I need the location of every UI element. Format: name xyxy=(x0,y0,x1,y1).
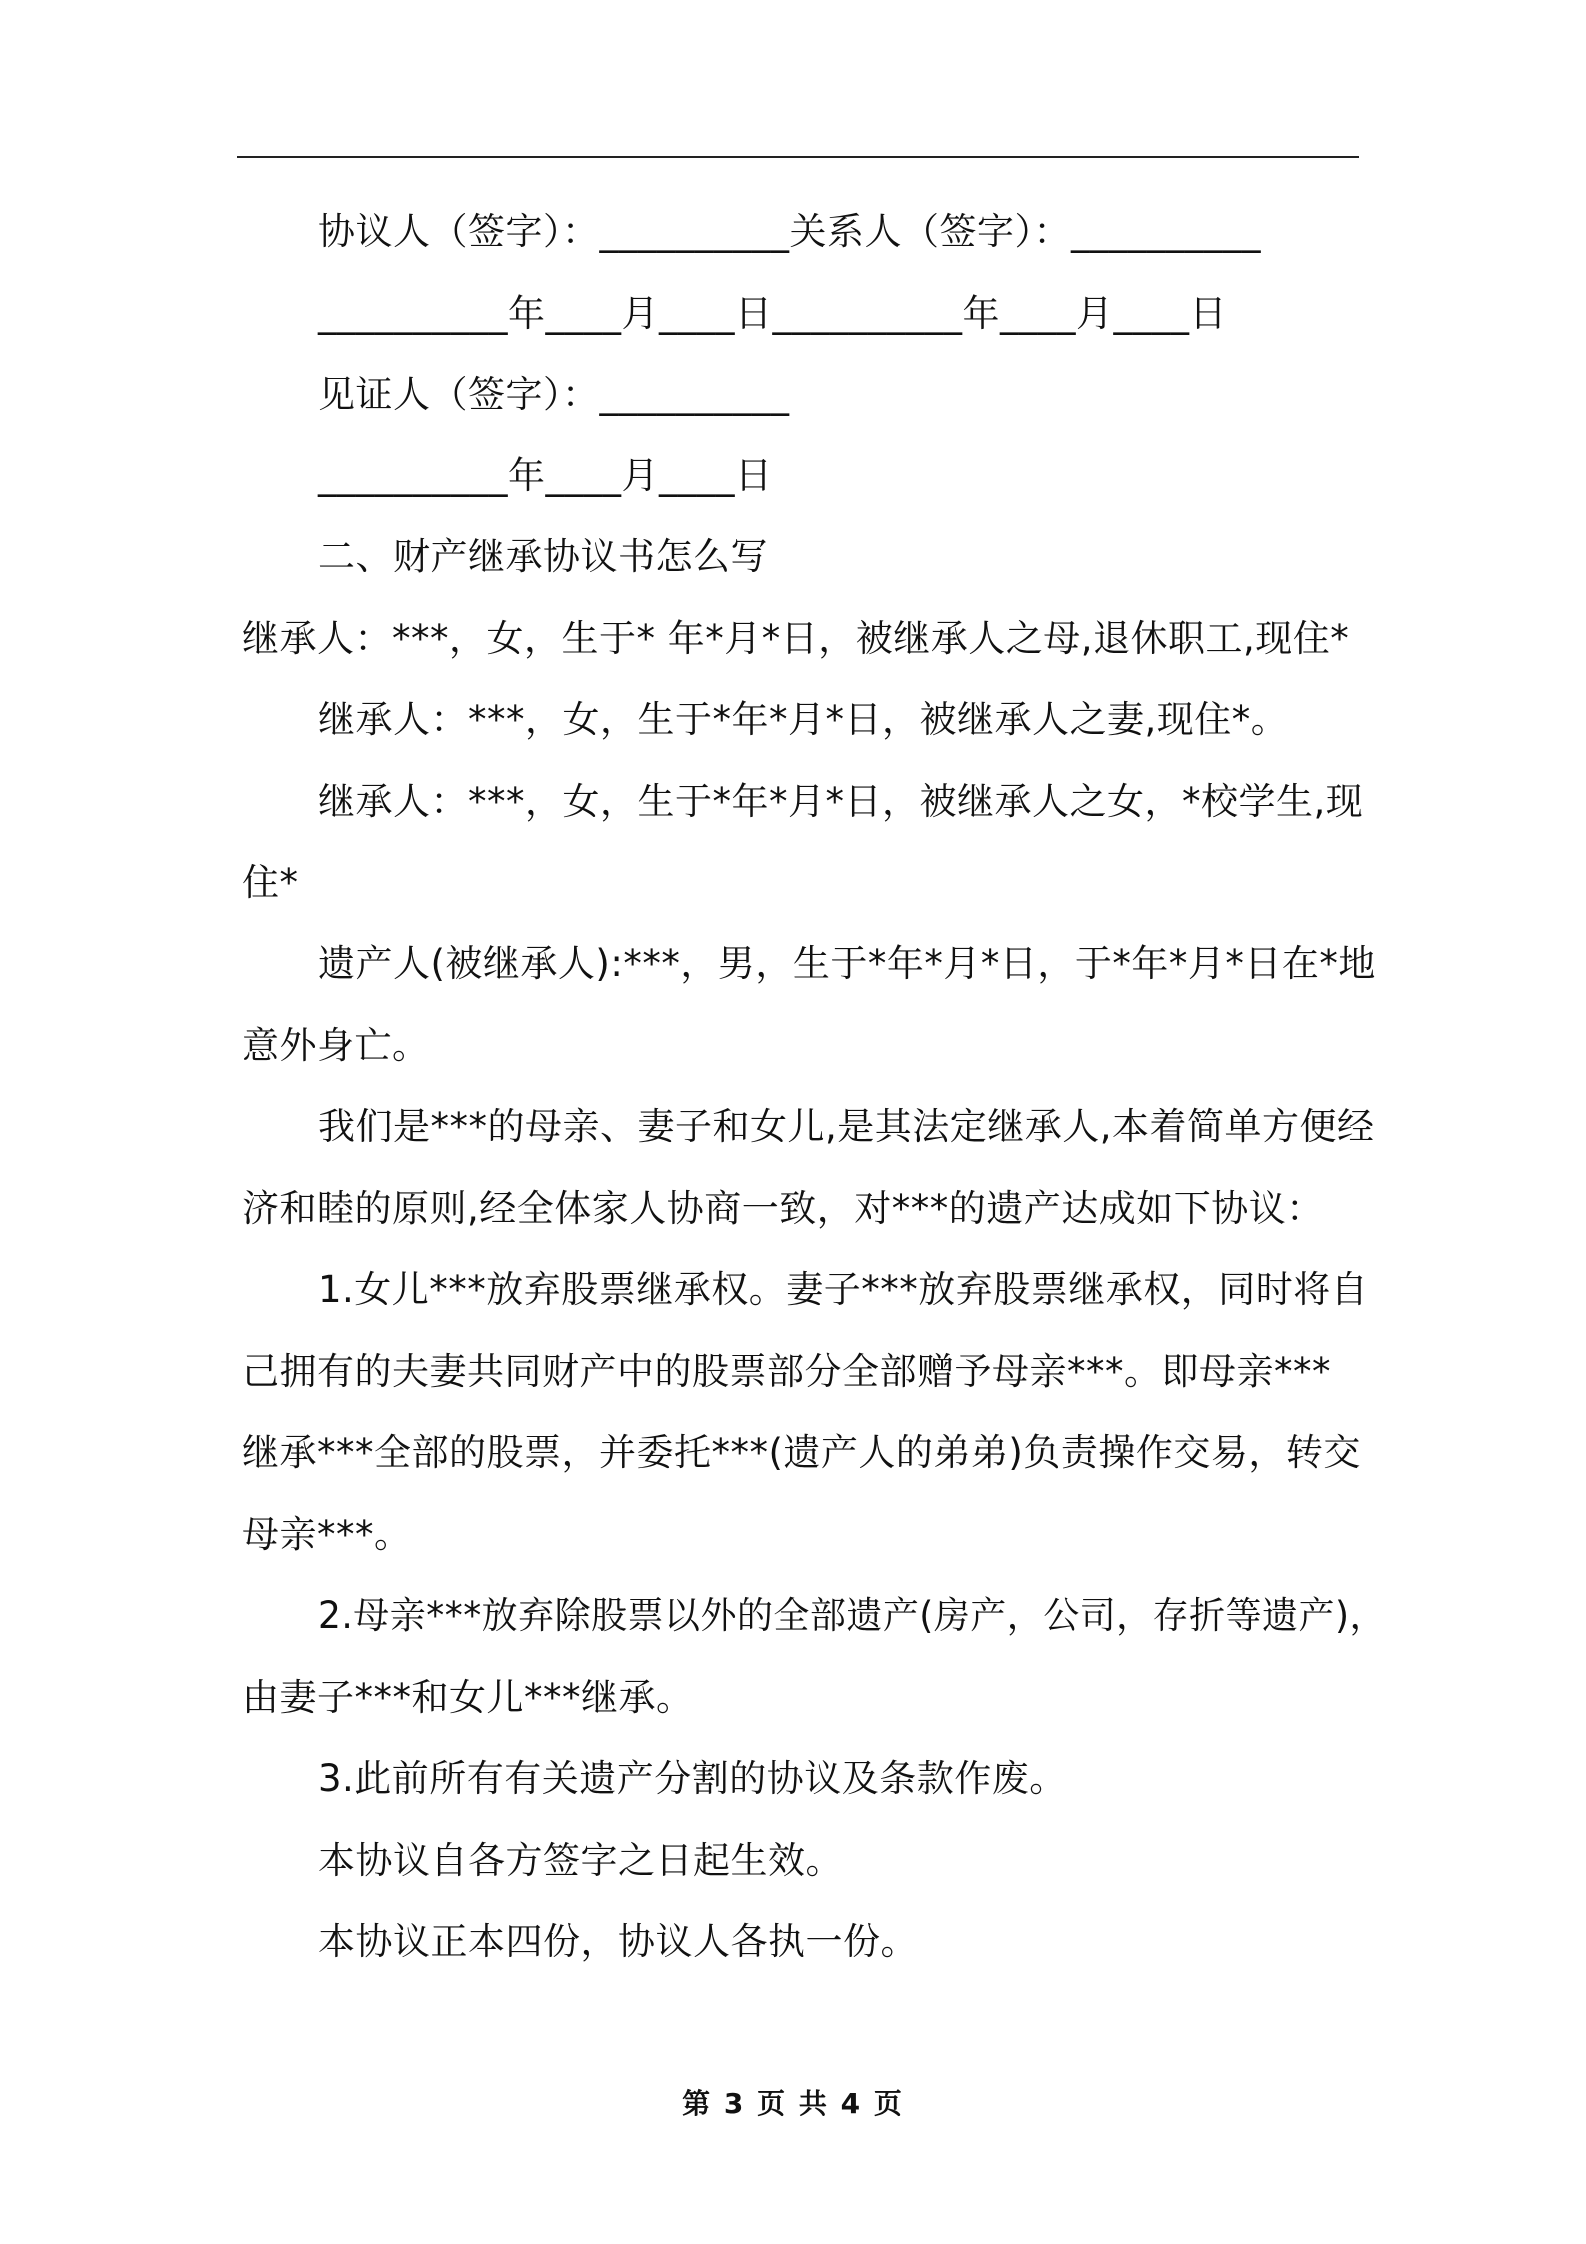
heir-daughter-line: 继承人：***，女，生于*年*月*日，被继承人之女，*校学生,现 xyxy=(318,780,1364,823)
clause-2-line: 2.母亲***放弃除股票以外的全部遗产(房产，公司，存折等遗产)， xyxy=(318,1594,1386,1637)
clause-2-line-2: 由妻子***和女儿***继承。 xyxy=(242,1676,694,1719)
copies-clause-line: 本协议正本四份，协议人各执一份。 xyxy=(318,1920,918,1963)
deceased-line: 遗产人(被继承人):***，男，生于*年*月*日，于*年*月*日在*地 xyxy=(318,942,1376,985)
clause-1-line-2: 己拥有的夫妻共同财产中的股票部分全部赠予母亲***。即母亲*** xyxy=(242,1350,1331,1393)
heir-mother-line: 继承人：***，女，生于* 年*月*日，被继承人之母,退休职工,现住* xyxy=(242,617,1350,660)
clause-1-line-3: 继承***全部的股票，并委托***(遗产人的弟弟)负责操作交易，转交 xyxy=(242,1431,1361,1474)
effective-clause-line: 本协议自各方签字之日起生效。 xyxy=(318,1839,843,1882)
agreement-party-signature-line: 协议人（签字）：__________关系人（签字）：__________ xyxy=(318,210,1261,253)
deceased-line-cont: 意外身亡。 xyxy=(242,1024,430,1067)
heir-daughter-line-cont: 住* xyxy=(242,861,299,904)
header-rule xyxy=(237,156,1359,158)
page-number-label: 第 3 页 共 4 页 xyxy=(682,2087,904,2120)
preamble-line-cont: 济和睦的原则,经全体家人协商一致，对***的遗产达成如下协议： xyxy=(242,1187,1324,1230)
clause-3-line: 3.此前所有有关遗产分割的协议及条款作废。 xyxy=(318,1757,1067,1800)
signature-date-line: __________年____月____日__________年____月____日 xyxy=(318,292,1227,335)
heir-wife-line: 继承人：***，女，生于*年*月*日，被继承人之妻,现住*。 xyxy=(318,698,1289,741)
preamble-line: 我们是***的母亲、妻子和女儿,是其法定继承人,本着简单方便经 xyxy=(318,1105,1375,1148)
page-footer xyxy=(0,2082,1586,2122)
witness-date-line: __________年____月____日 xyxy=(318,454,773,497)
clause-1-line: 1.女儿***放弃股票继承权。妻子***放弃股票继承权，同时将自 xyxy=(318,1268,1369,1311)
witness-signature-line: 见证人（签字）：__________ xyxy=(318,373,790,416)
clause-1-line-4: 母亲***。 xyxy=(242,1513,412,1556)
section-heading: 二、财产继承协议书怎么写 xyxy=(318,535,768,578)
